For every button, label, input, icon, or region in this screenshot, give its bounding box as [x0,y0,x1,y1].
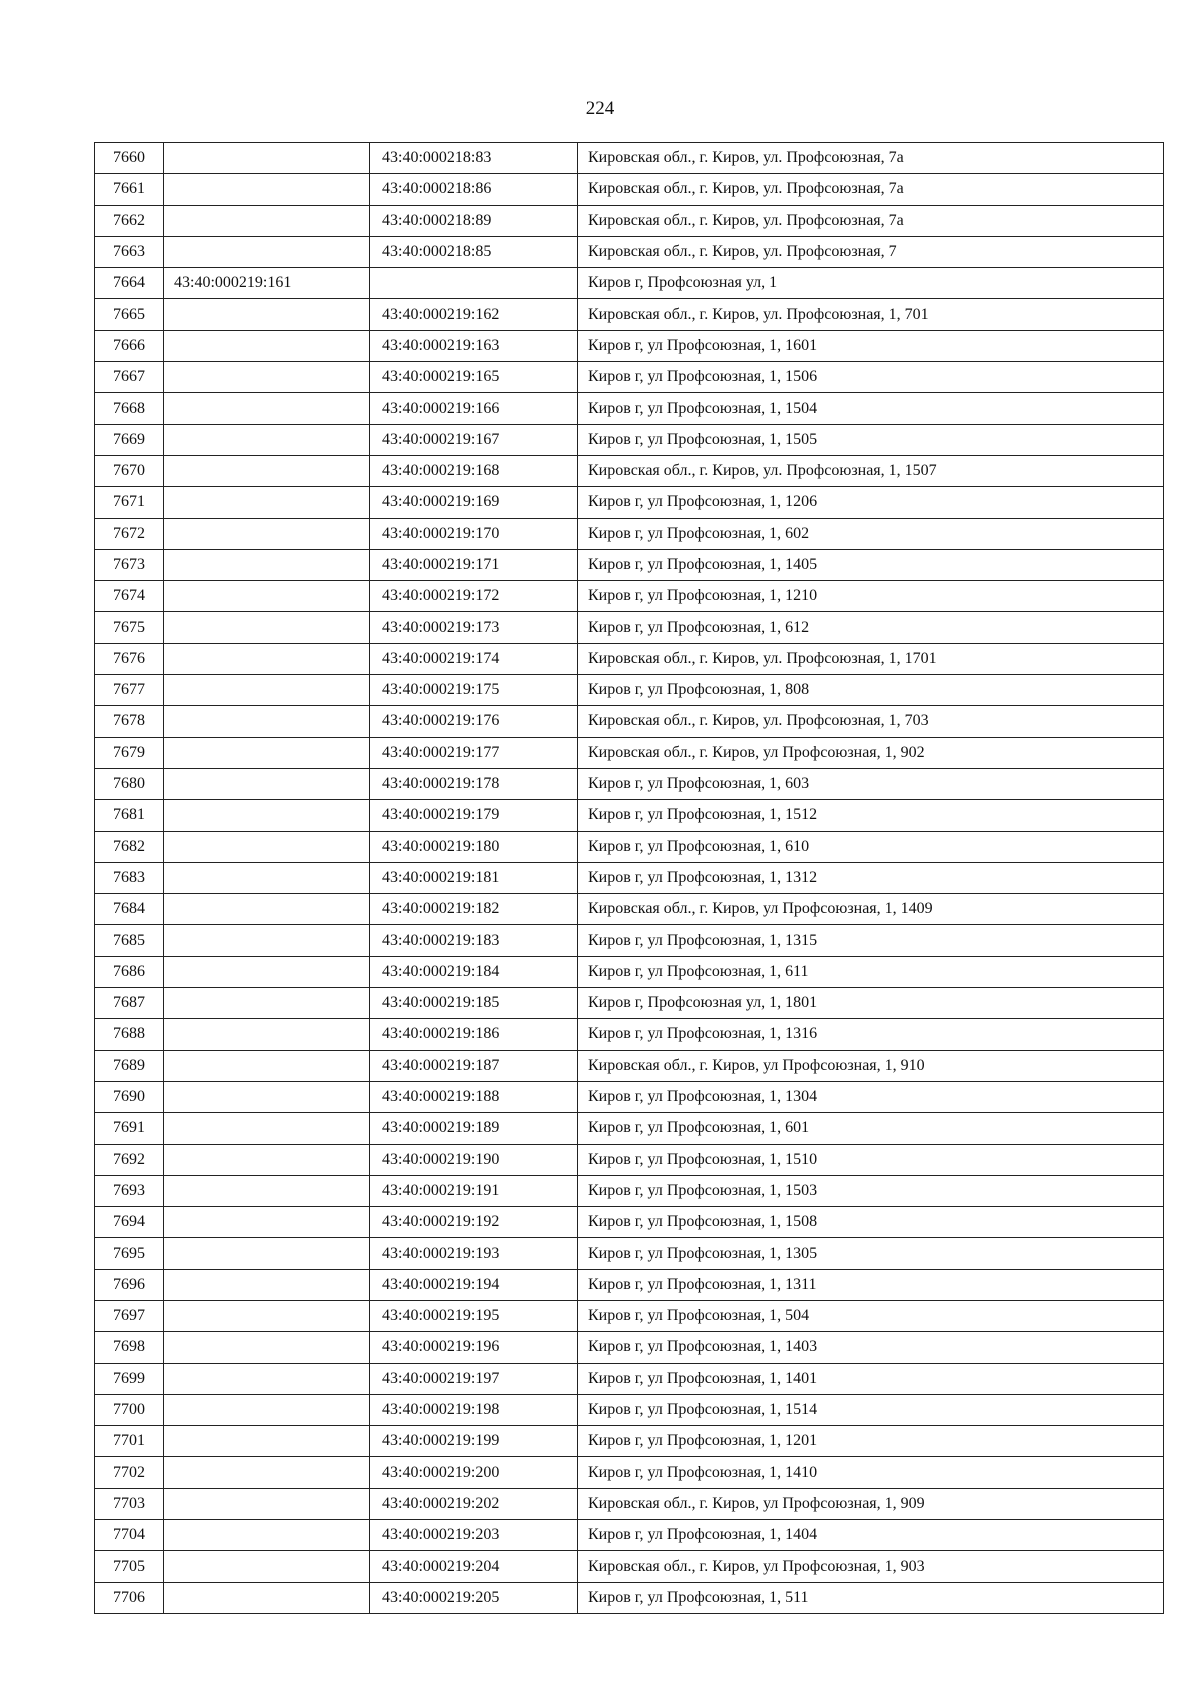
parent-cadastral-number-cell [164,706,370,737]
parent-cadastral-number-cell [164,612,370,643]
cadastral-number-cell: 43:40:000218:83 [370,143,578,174]
table-row [95,1488,1164,1519]
table-row [95,236,1164,267]
address-cell: Киров г, ул Профсоюзная, 1, 504 [578,1300,1164,1331]
address-cell: Киров г, ул Профсоюзная, 1, 1304 [578,1081,1164,1112]
table-row [95,1426,1164,1457]
parent-cadastral-number-cell [164,1175,370,1206]
parent-cadastral-number-cell [164,174,370,205]
parent-cadastral-number-cell [164,299,370,330]
address-cell: Киров г, ул Профсоюзная, 1, 611 [578,956,1164,987]
table-row [95,612,1164,643]
row-number-cell: 7670 [95,455,164,486]
parent-cadastral-number-cell [164,1019,370,1050]
address-cell: Кировская обл., г. Киров, ул. Профсоюзная, 1, 701 [578,299,1164,330]
table-row [95,143,1164,174]
address-cell: Киров г, ул Профсоюзная, 1, 1503 [578,1175,1164,1206]
cadastral-number-cell: 43:40:000219:198 [370,1394,578,1425]
parent-cadastral-number-cell [164,675,370,706]
cadastral-number-cell: 43:40:000219:178 [370,768,578,799]
address-cell: Киров г, ул Профсоюзная, 1, 1510 [578,1144,1164,1175]
address-cell: Киров г, ул Профсоюзная, 1, 1506 [578,362,1164,393]
cadastral-number-cell: 43:40:000219:181 [370,862,578,893]
address-cell: Киров г, ул Профсоюзная, 1, 1201 [578,1426,1164,1457]
parent-cadastral-number-cell [164,1050,370,1081]
table-row [95,800,1164,831]
parent-cadastral-number-cell [164,1269,370,1300]
cadastral-number-cell: 43:40:000219:169 [370,487,578,518]
row-number-cell: 7690 [95,1081,164,1112]
table-row [95,487,1164,518]
parent-cadastral-number-cell [164,205,370,236]
cadastral-number-cell: 43:40:000219:162 [370,299,578,330]
parent-cadastral-number-cell [164,1238,370,1269]
address-cell: Киров г, ул Профсоюзная, 1, 1210 [578,581,1164,612]
parent-cadastral-number-cell [164,1426,370,1457]
table-row [95,894,1164,925]
parent-cadastral-number-cell [164,1520,370,1551]
cadastral-number-cell: 43:40:000219:202 [370,1488,578,1519]
parent-cadastral-number-cell [164,424,370,455]
address-cell: Киров г, ул Профсоюзная, 1, 1505 [578,424,1164,455]
cadastral-number-cell: 43:40:000219:184 [370,956,578,987]
table-row [95,831,1164,862]
address-cell: Киров г, ул Профсоюзная, 1, 1316 [578,1019,1164,1050]
address-cell: Киров г, ул Профсоюзная, 1, 1405 [578,549,1164,580]
parent-cadastral-number-cell [164,800,370,831]
address-cell: Киров г, ул Профсоюзная, 1, 1508 [578,1207,1164,1238]
table-row [95,1520,1164,1551]
table-row [95,1394,1164,1425]
parent-cadastral-number-cell [164,737,370,768]
row-number-cell: 7673 [95,549,164,580]
table-row [95,549,1164,580]
parent-cadastral-number-cell [164,768,370,799]
cadastral-number-cell: 43:40:000219:193 [370,1238,578,1269]
cadastral-number-cell: 43:40:000219:165 [370,362,578,393]
row-number-cell: 7703 [95,1488,164,1519]
cadastral-number-cell: 43:40:000219:196 [370,1332,578,1363]
address-cell: Киров г, ул Профсоюзная, 1, 1404 [578,1520,1164,1551]
cadastral-number-cell: 43:40:000219:167 [370,424,578,455]
table-row [95,1207,1164,1238]
row-number-cell: 7695 [95,1238,164,1269]
table-row [95,1551,1164,1582]
table-row [95,1175,1164,1206]
row-number-cell: 7672 [95,518,164,549]
cadastral-number-cell: 43:40:000219:187 [370,1050,578,1081]
address-cell: Киров г, ул Профсоюзная, 1, 1311 [578,1269,1164,1300]
table-row [95,330,1164,361]
row-number-cell: 7679 [95,737,164,768]
row-number-cell: 7661 [95,174,164,205]
address-cell: Кировская обл., г. Киров, ул Профсоюзная, 1, 909 [578,1488,1164,1519]
registry-table-body [95,143,1164,1614]
row-number-cell: 7692 [95,1144,164,1175]
cadastral-number-cell: 43:40:000219:190 [370,1144,578,1175]
row-number-cell: 7677 [95,675,164,706]
row-number-cell: 7687 [95,988,164,1019]
row-number-cell: 7688 [95,1019,164,1050]
registry-table [94,142,1164,1614]
cadastral-number-cell: 43:40:000219:188 [370,1081,578,1112]
address-cell: Киров г, Профсоюзная ул, 1 [578,268,1164,299]
row-number-cell: 7684 [95,894,164,925]
parent-cadastral-number-cell [164,518,370,549]
cadastral-number-cell: 43:40:000219:166 [370,393,578,424]
row-number-cell: 7683 [95,862,164,893]
address-cell: Кировская обл., г. Киров, ул. Профсоюзная, 7а [578,143,1164,174]
cadastral-number-cell: 43:40:000219:182 [370,894,578,925]
cadastral-number-cell: 43:40:000219:175 [370,675,578,706]
row-number-cell: 7702 [95,1457,164,1488]
row-number-cell: 7691 [95,1113,164,1144]
table-row [95,925,1164,956]
cadastral-number-cell: 43:40:000219:200 [370,1457,578,1488]
table-row [95,1019,1164,1050]
row-number-cell: 7674 [95,581,164,612]
row-number-cell: 7682 [95,831,164,862]
cadastral-number-cell [370,268,578,299]
cadastral-number-cell: 43:40:000219:173 [370,612,578,643]
parent-cadastral-number-cell [164,362,370,393]
table-row [95,268,1164,299]
address-cell: Киров г, ул Профсоюзная, 1, 1512 [578,800,1164,831]
cadastral-number-cell: 43:40:000219:186 [370,1019,578,1050]
cadastral-number-cell: 43:40:000219:204 [370,1551,578,1582]
parent-cadastral-number-cell [164,1332,370,1363]
parent-cadastral-number-cell [164,1488,370,1519]
row-number-cell: 7694 [95,1207,164,1238]
cadastral-number-cell: 43:40:000219:189 [370,1113,578,1144]
table-row [95,768,1164,799]
row-number-cell: 7662 [95,205,164,236]
row-number-cell: 7680 [95,768,164,799]
table-row [95,956,1164,987]
table-row [95,1238,1164,1269]
cadastral-number-cell: 43:40:000219:197 [370,1363,578,1394]
row-number-cell: 7671 [95,487,164,518]
table-row [95,174,1164,205]
parent-cadastral-number-cell [164,1363,370,1394]
row-number-cell: 7660 [95,143,164,174]
address-cell: Киров г, ул Профсоюзная, 1, 1206 [578,487,1164,518]
address-cell: Киров г, ул Профсоюзная, 1, 602 [578,518,1164,549]
address-cell: Кировская обл., г. Киров, ул. Профсоюзная, 1, 703 [578,706,1164,737]
table-row [95,675,1164,706]
parent-cadastral-number-cell [164,581,370,612]
cadastral-number-cell: 43:40:000219:194 [370,1269,578,1300]
address-cell: Киров г, ул Профсоюзная, 1, 1601 [578,330,1164,361]
cadastral-number-cell: 43:40:000219:172 [370,581,578,612]
table-row [95,1363,1164,1394]
row-number-cell: 7669 [95,424,164,455]
parent-cadastral-number-cell [164,1207,370,1238]
parent-cadastral-number-cell [164,455,370,486]
cadastral-number-cell: 43:40:000219:183 [370,925,578,956]
address-cell: Киров г, ул Профсоюзная, 1, 1305 [578,1238,1164,1269]
address-cell: Кировская обл., г. Киров, ул. Профсоюзная, 1, 1701 [578,643,1164,674]
table-row [95,1113,1164,1144]
address-cell: Киров г, ул Профсоюзная, 1, 1401 [578,1363,1164,1394]
table-row [95,1081,1164,1112]
address-cell: Кировская обл., г. Киров, ул. Профсоюзная, 7а [578,205,1164,236]
table-row [95,988,1164,1019]
address-cell: Киров г, ул Профсоюзная, 1, 511 [578,1582,1164,1613]
table-row [95,581,1164,612]
row-number-cell: 7705 [95,1551,164,1582]
cadastral-number-cell: 43:40:000219:163 [370,330,578,361]
address-cell: Кировская обл., г. Киров, ул Профсоюзная, 1, 1409 [578,894,1164,925]
parent-cadastral-number-cell [164,1300,370,1331]
row-number-cell: 7693 [95,1175,164,1206]
cadastral-number-cell: 43:40:000219:171 [370,549,578,580]
cadastral-number-cell: 43:40:000219:179 [370,800,578,831]
table-row [95,362,1164,393]
row-number-cell: 7689 [95,1050,164,1081]
address-cell: Киров г, ул Профсоюзная, 1, 1514 [578,1394,1164,1425]
address-cell: Киров г, ул Профсоюзная, 1, 601 [578,1113,1164,1144]
row-number-cell: 7706 [95,1582,164,1613]
row-number-cell: 7664 [95,268,164,299]
table-row [95,706,1164,737]
address-cell: Киров г, Профсоюзная ул, 1, 1801 [578,988,1164,1019]
table-row [95,205,1164,236]
row-number-cell: 7667 [95,362,164,393]
address-cell: Киров г, ул Профсоюзная, 1, 1504 [578,393,1164,424]
table-row [95,1582,1164,1613]
address-cell: Кировская обл., г. Киров, ул. Профсоюзная, 7а [578,174,1164,205]
cadastral-number-cell: 43:40:000218:89 [370,205,578,236]
cadastral-number-cell: 43:40:000219:192 [370,1207,578,1238]
parent-cadastral-number-cell [164,956,370,987]
cadastral-number-cell: 43:40:000219:170 [370,518,578,549]
cadastral-number-cell: 43:40:000219:195 [370,1300,578,1331]
table-row [95,393,1164,424]
parent-cadastral-number-cell [164,925,370,956]
cadastral-number-cell: 43:40:000218:85 [370,236,578,267]
cadastral-number-cell: 43:40:000219:203 [370,1520,578,1551]
cadastral-number-cell: 43:40:000219:205 [370,1582,578,1613]
address-cell: Киров г, ул Профсоюзная, 1, 610 [578,831,1164,862]
parent-cadastral-number-cell [164,988,370,1019]
row-number-cell: 7697 [95,1300,164,1331]
cadastral-number-cell: 43:40:000219:191 [370,1175,578,1206]
table-row [95,299,1164,330]
table-row [95,455,1164,486]
address-cell: Кировская обл., г. Киров, ул Профсоюзная, 1, 910 [578,1050,1164,1081]
table-row [95,1332,1164,1363]
cadastral-number-cell: 43:40:000219:176 [370,706,578,737]
row-number-cell: 7685 [95,925,164,956]
address-cell: Киров г, ул Профсоюзная, 1, 612 [578,612,1164,643]
address-cell: Кировская обл., г. Киров, ул Профсоюзная, 1, 903 [578,1551,1164,1582]
row-number-cell: 7663 [95,236,164,267]
address-cell: Кировская обл., г. Киров, ул Профсоюзная, 1, 902 [578,737,1164,768]
row-number-cell: 7696 [95,1269,164,1300]
cadastral-number-cell: 43:40:000219:177 [370,737,578,768]
parent-cadastral-number-cell [164,236,370,267]
address-cell: Кировская обл., г. Киров, ул. Профсоюзная, 7 [578,236,1164,267]
row-number-cell: 7698 [95,1332,164,1363]
address-cell: Киров г, ул Профсоюзная, 1, 1312 [578,862,1164,893]
parent-cadastral-number-cell [164,1551,370,1582]
table-row [95,1457,1164,1488]
row-number-cell: 7678 [95,706,164,737]
table-row [95,1050,1164,1081]
table-row [95,1144,1164,1175]
parent-cadastral-number-cell [164,143,370,174]
parent-cadastral-number-cell [164,330,370,361]
row-number-cell: 7681 [95,800,164,831]
address-cell: Киров г, ул Профсоюзная, 1, 808 [578,675,1164,706]
row-number-cell: 7676 [95,643,164,674]
address-cell: Киров г, ул Профсоюзная, 1, 1315 [578,925,1164,956]
parent-cadastral-number-cell [164,549,370,580]
row-number-cell: 7701 [95,1426,164,1457]
address-cell: Кировская обл., г. Киров, ул. Профсоюзная, 1, 1507 [578,455,1164,486]
address-cell: Киров г, ул Профсоюзная, 1, 1410 [578,1457,1164,1488]
table-row [95,424,1164,455]
parent-cadastral-number-cell [164,1394,370,1425]
table-row [95,1269,1164,1300]
cadastral-number-cell: 43:40:000219:174 [370,643,578,674]
parent-cadastral-number-cell [164,1144,370,1175]
parent-cadastral-number-cell [164,831,370,862]
cadastral-number-cell: 43:40:000219:199 [370,1426,578,1457]
parent-cadastral-number-cell [164,1457,370,1488]
table-row [95,518,1164,549]
address-cell: Киров г, ул Профсоюзная, 1, 603 [578,768,1164,799]
parent-cadastral-number-cell [164,1582,370,1613]
row-number-cell: 7666 [95,330,164,361]
parent-cadastral-number-cell: 43:40:000219:161 [164,268,370,299]
parent-cadastral-number-cell [164,862,370,893]
parent-cadastral-number-cell [164,894,370,925]
address-cell: Киров г, ул Профсоюзная, 1, 1403 [578,1332,1164,1363]
parent-cadastral-number-cell [164,393,370,424]
row-number-cell: 7675 [95,612,164,643]
table-row [95,862,1164,893]
row-number-cell: 7699 [95,1363,164,1394]
row-number-cell: 7665 [95,299,164,330]
row-number-cell: 7668 [95,393,164,424]
row-number-cell: 7704 [95,1520,164,1551]
row-number-cell: 7700 [95,1394,164,1425]
parent-cadastral-number-cell [164,1113,370,1144]
cadastral-number-cell: 43:40:000218:86 [370,174,578,205]
page-number: 224 [585,98,615,119]
cadastral-number-cell: 43:40:000219:180 [370,831,578,862]
table-row [95,643,1164,674]
parent-cadastral-number-cell [164,487,370,518]
cadastral-number-cell: 43:40:000219:168 [370,455,578,486]
table-row [95,737,1164,768]
table-row [95,1300,1164,1331]
parent-cadastral-number-cell [164,643,370,674]
parent-cadastral-number-cell [164,1081,370,1112]
row-number-cell: 7686 [95,956,164,987]
cadastral-number-cell: 43:40:000219:185 [370,988,578,1019]
